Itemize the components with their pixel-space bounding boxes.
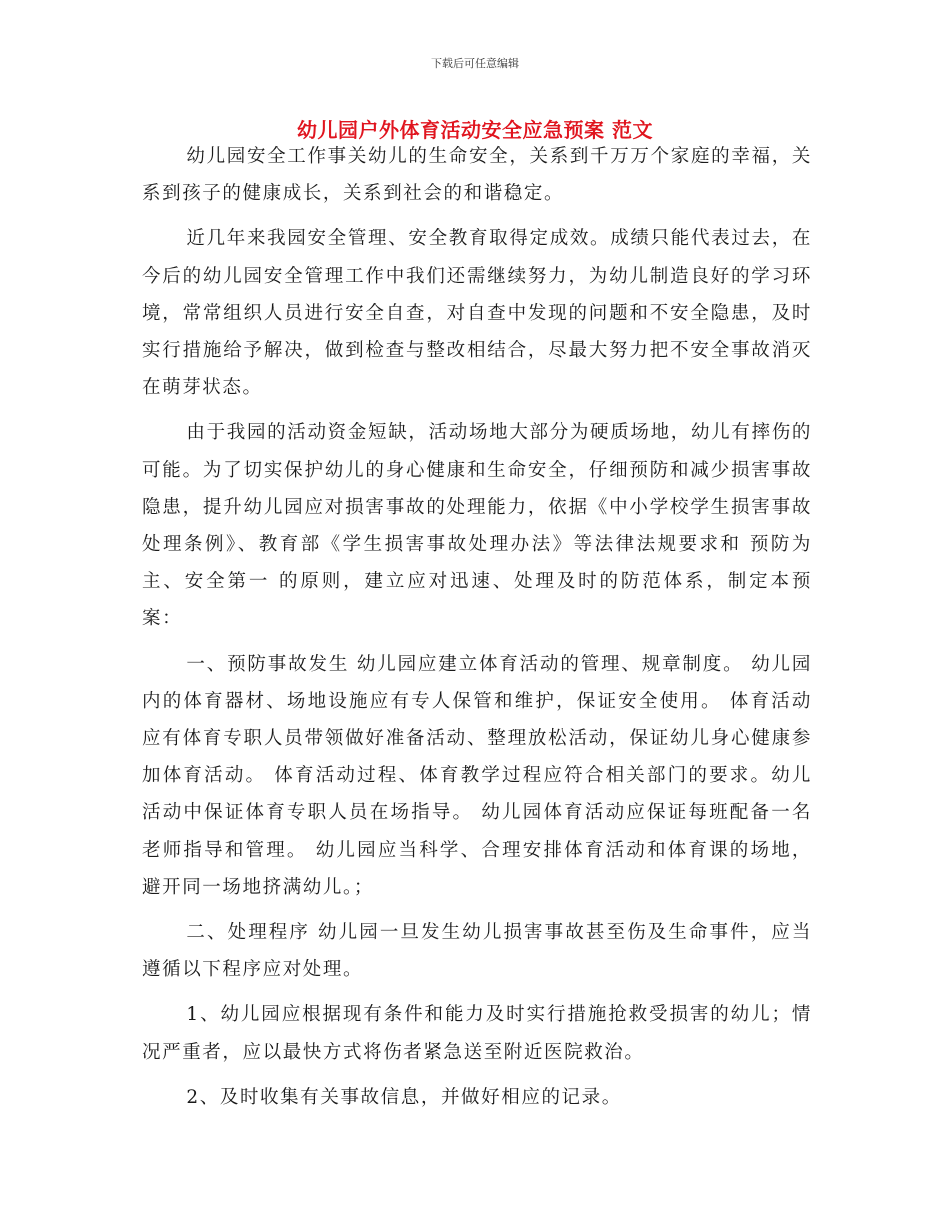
paragraph-intro: 幼儿园安全工作事关幼儿的生命安全，关系到千万万个家庭的幸福，关系到孩子的健康成长，关系到社会的和谐稳定。 [142,146,812,205]
paragraph-reason: 由于我园的活动资金短缺，活动场地大部分为硬质场地，幼儿有摔伤的可能。为了切实保护幼儿的身心健康和生命安全，仔细预防和减少损害事故隐患，提升幼儿园应对损害事故的处理能力，依据《中小学校学生损害事故处理条例》、教育部《学生损害事故处理办法》等法律法规要求和 预防为主、安全第一 的原则，建立应对迅速、处理及时的防范体系，制定本预案： [142,422,812,630]
page-header-note: 下载后可任意编辑 [431,57,519,70]
paragraph-prevention: 一、预防事故发生 幼儿园应建立体育活动的管理、规章制度。 幼儿园内的体育器材、场地设施应有专人保管和维护，保证安全使用。 体育活动应有体育专职人员带领做好准备活动、整理放松活动，保证幼儿身心健康参加体育活动。 体育活动过程、体育教学过程应符合相关部门的要求。幼儿活动中保证体育专职人员在场指导。 幼儿园体育活动应保证每班配备一名老师指导和管理。 幼儿园应当科学、合理安排体育活动和体育课的场地，避开同一场地挤满幼儿。； [142,653,812,898]
paragraph-step-1: 1、幼儿园应根据现有条件和能力及时实行措施抢救受损害的幼儿；情况严重者，应以最快方式将伤者紧急送至附近医院救治。 [142,1004,812,1063]
document-body [142,138,812,1116]
document-title: 幼儿园户外体育活动安全应急预案 范文 [297,118,653,142]
paragraph-procedure: 二、处理程序 幼儿园一旦发生幼儿损害事故甚至伤及生命事件，应当遵循以下程序应对处理。 [142,922,812,981]
paragraph-recent-years: 近几年来我园安全管理、安全教育取得定成效。成绩只能代表过去，在今后的幼儿园安全管理工作中我们还需继续努力，为幼儿制造良好的学习环境，常常组织人员进行安全自查，对自查中发现的问题和不安全隐患，及时实行措施给予解决，做到检查与整改相结合，尽最大努力把不安全事故消灭在萌芽状态。 [142,228,812,399]
paragraph-step-2: 2、及时收集有关事故信息，并做好相应的记录。 [186,1086,622,1108]
